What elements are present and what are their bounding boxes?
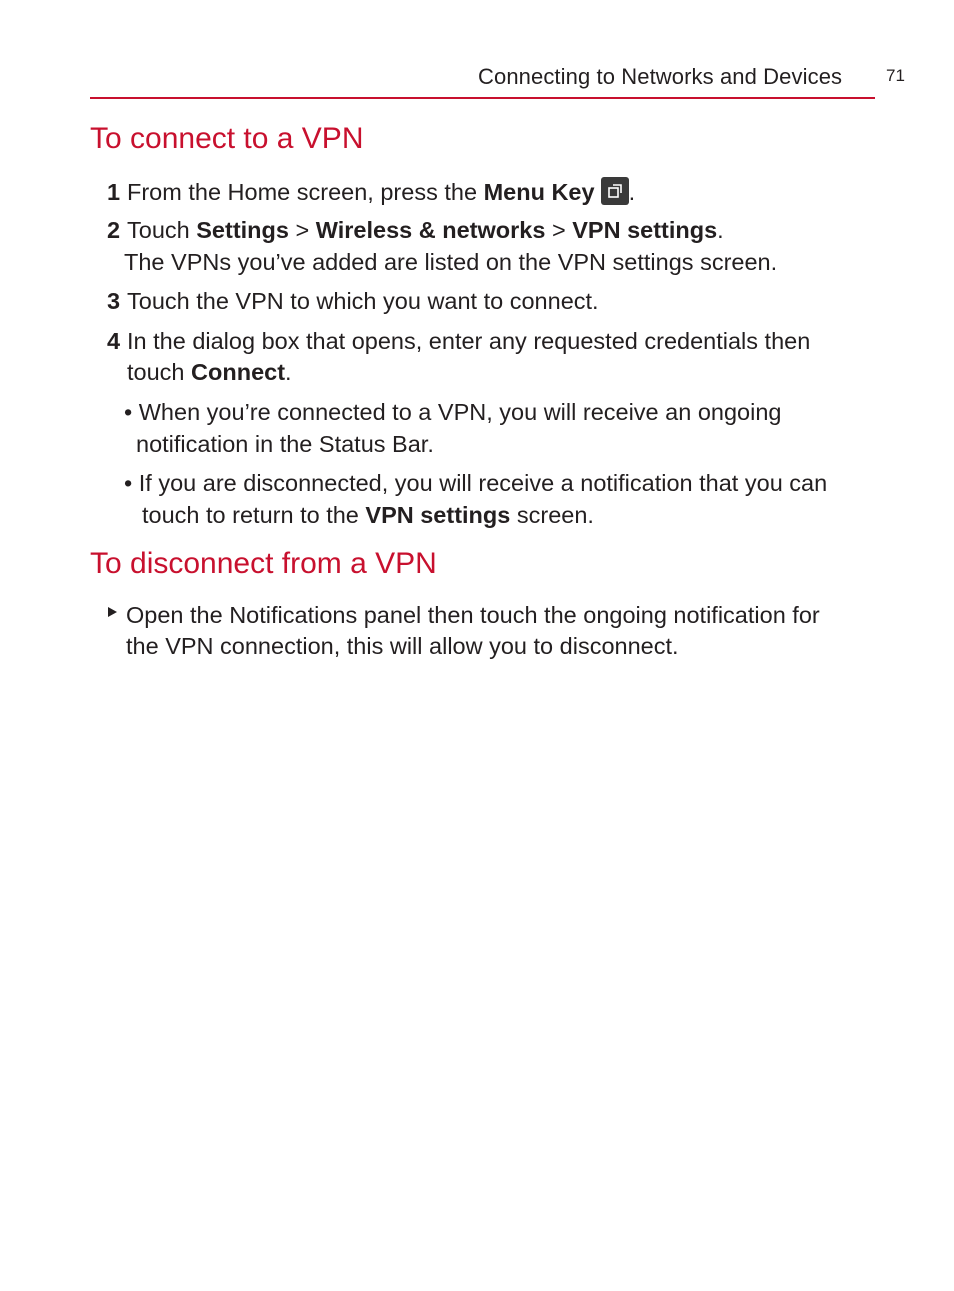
bullet-2-line2 bbox=[142, 500, 594, 530]
step-2-note: The VPNs you’ve added are listed on the VPN settings screen. bbox=[124, 249, 778, 275]
step-1 bbox=[107, 177, 635, 207]
step-4-line2-text: touch bbox=[127, 359, 192, 385]
step-2-sep-a: > bbox=[288, 217, 316, 243]
disconnect-line2: the VPN connection, this will allow you to disconnect. bbox=[126, 633, 679, 659]
step-2-sep-b: > bbox=[545, 217, 573, 243]
step-2-number: 2 bbox=[107, 217, 121, 243]
step-2-bold-b: Wireless & networks bbox=[315, 217, 546, 243]
header-divider bbox=[90, 97, 875, 99]
step-4 bbox=[107, 326, 810, 356]
page-number: 71 bbox=[886, 66, 905, 85]
bullet-2-line2-end: screen. bbox=[510, 502, 594, 528]
step-2-end: . bbox=[717, 217, 724, 243]
step-4-number: 4 bbox=[107, 328, 121, 354]
menu-key-icon bbox=[601, 177, 629, 205]
step-1-number: 1 bbox=[107, 179, 121, 205]
step-1-end: . bbox=[628, 179, 636, 205]
header-title: Connecting to Networks and Devices bbox=[478, 64, 843, 89]
disconnect-heading: To disconnect from a VPN bbox=[90, 547, 437, 580]
step-1-bold: Menu Key bbox=[483, 179, 595, 205]
step-3-text: Touch the VPN to which you want to connect. bbox=[127, 288, 599, 314]
step-4-line2-bold: Connect bbox=[191, 359, 286, 385]
step-2-bold-a: Settings bbox=[196, 217, 289, 243]
disconnect-line1: Open the Notifications panel then touch the ongoing notification for bbox=[126, 602, 820, 628]
step-2-bold-c: VPN settings bbox=[572, 217, 718, 243]
step-4-line1: In the dialog box that opens, enter any requested credentials then bbox=[127, 328, 811, 354]
bullet-1-line1: • When you’re connected to a VPN, you will receive an ongoing bbox=[124, 399, 782, 425]
step-4-line2-end: . bbox=[285, 359, 292, 385]
step-3 bbox=[107, 286, 599, 316]
bullet-2-line1: • If you are disconnected, you will receive a notification that you can bbox=[124, 470, 828, 496]
step-2 bbox=[107, 215, 724, 245]
bullet-1-line2: notification in the Status Bar. bbox=[136, 431, 434, 457]
step-4-line2 bbox=[127, 357, 292, 387]
step-1-text: From the Home screen, press the bbox=[127, 179, 484, 205]
triangle-bullet-icon bbox=[108, 607, 117, 617]
bullet-2-line2-text: touch to return to the bbox=[142, 502, 366, 528]
step-2-text-a: Touch bbox=[127, 217, 197, 243]
step-3-number: 3 bbox=[107, 288, 121, 314]
connect-heading: To connect to a VPN bbox=[90, 122, 364, 155]
bullet-2-line2-bold: VPN settings bbox=[365, 502, 511, 528]
